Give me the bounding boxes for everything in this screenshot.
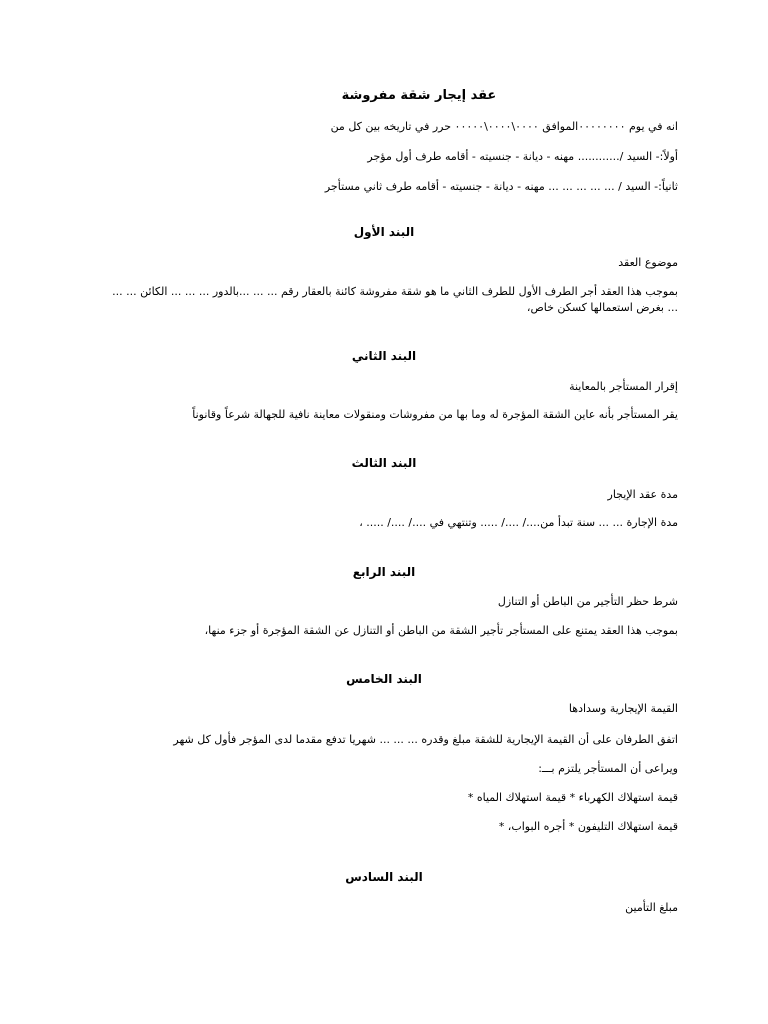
clause-5-obligation-2: قيمة استهلاك التليفون * أجره البواب، *	[498, 820, 678, 833]
second-party-line: ثانياً:- السيد / ... ... ... ... ... مهنه - ديانة - جنسيته - أقامه طرف ثاني مستأجر	[324, 180, 678, 193]
intro-line: انه في يوم ٠٠٠٠٠٠٠٠الموافق ٠٠٠٠\٠٠٠٠\٠٠٠٠٠ حرر في تاريخه بين كل من	[330, 120, 678, 133]
clause-6-heading: البند السادس	[345, 870, 423, 884]
clause-5-subject: القيمة الإيجارية وسدادها	[568, 702, 678, 715]
clause-5-heading: البند الخامس	[346, 672, 422, 686]
clause-2-subject: إقرار المستأجر بالمعاينة	[569, 380, 678, 393]
clause-3-heading: البند الثالث	[351, 456, 417, 470]
clause-1-subject: موضوع العقد	[618, 256, 678, 269]
clause-4-text: بموجب هذا العقد يمتنع على المستأجر تأجير الشقة من الباطن أو التنازل عن الشقة المؤجرة أو جزء منها،	[204, 624, 678, 637]
clause-5-text: اتفق الطرفان على أن القيمة الإيجارية للشقة مبلغ وقدره ... ... ... شهريا تدفع مقدما لدى المؤجر فأول كل شهر	[173, 733, 678, 746]
clause-2-heading: البند الثاني	[351, 349, 417, 363]
clause-6-subject: مبلغ التأمين	[625, 901, 678, 914]
clause-1-heading: البند الأول	[353, 225, 415, 239]
first-party-line: أولاً:- السيد /............ مهنه - ديانة - جنسيته - أقامه طرف أول مؤجر	[367, 150, 678, 163]
clause-3-text: مدة الإجارة ... ... سنة تبدأ من..../ ..../ ..... وتنتهي في ..../ ..../ ..... ،	[359, 516, 678, 529]
clause-4-heading: البند الرابع	[352, 565, 416, 579]
clause-4-subject: شرط حظر التأجير من الباطن أو التنازل	[497, 595, 678, 608]
clause-1-text: بموجب هذا العقد أجر الطرف الأول للطرف الثاني ما هو شقة مفروشة كائنة بالعقار رقم ... ... ...بالدور ... ... ... الكائن ... ... ... بغرض استعمالها كسكن خاص،	[112, 285, 678, 314]
clause-5-obligation-intro: ويراعى أن المستأجر يلتزم بـــ:	[538, 762, 678, 775]
clause-5-obligation-1: قيمة استهلاك الكهرباء * قيمة استهلاك المياه *	[467, 791, 678, 804]
document-title: عقد إيجار شقة مفروشة	[341, 88, 497, 103]
clause-3-subject: مدة عقد الإيجار	[607, 488, 678, 501]
clause-2-text: يقر المستأجر بأنه عاين الشقة المؤجرة له وما بها من مفروشات ومنقولات معاينة نافية للجهالة شرعاً وقانوناً	[192, 408, 678, 421]
